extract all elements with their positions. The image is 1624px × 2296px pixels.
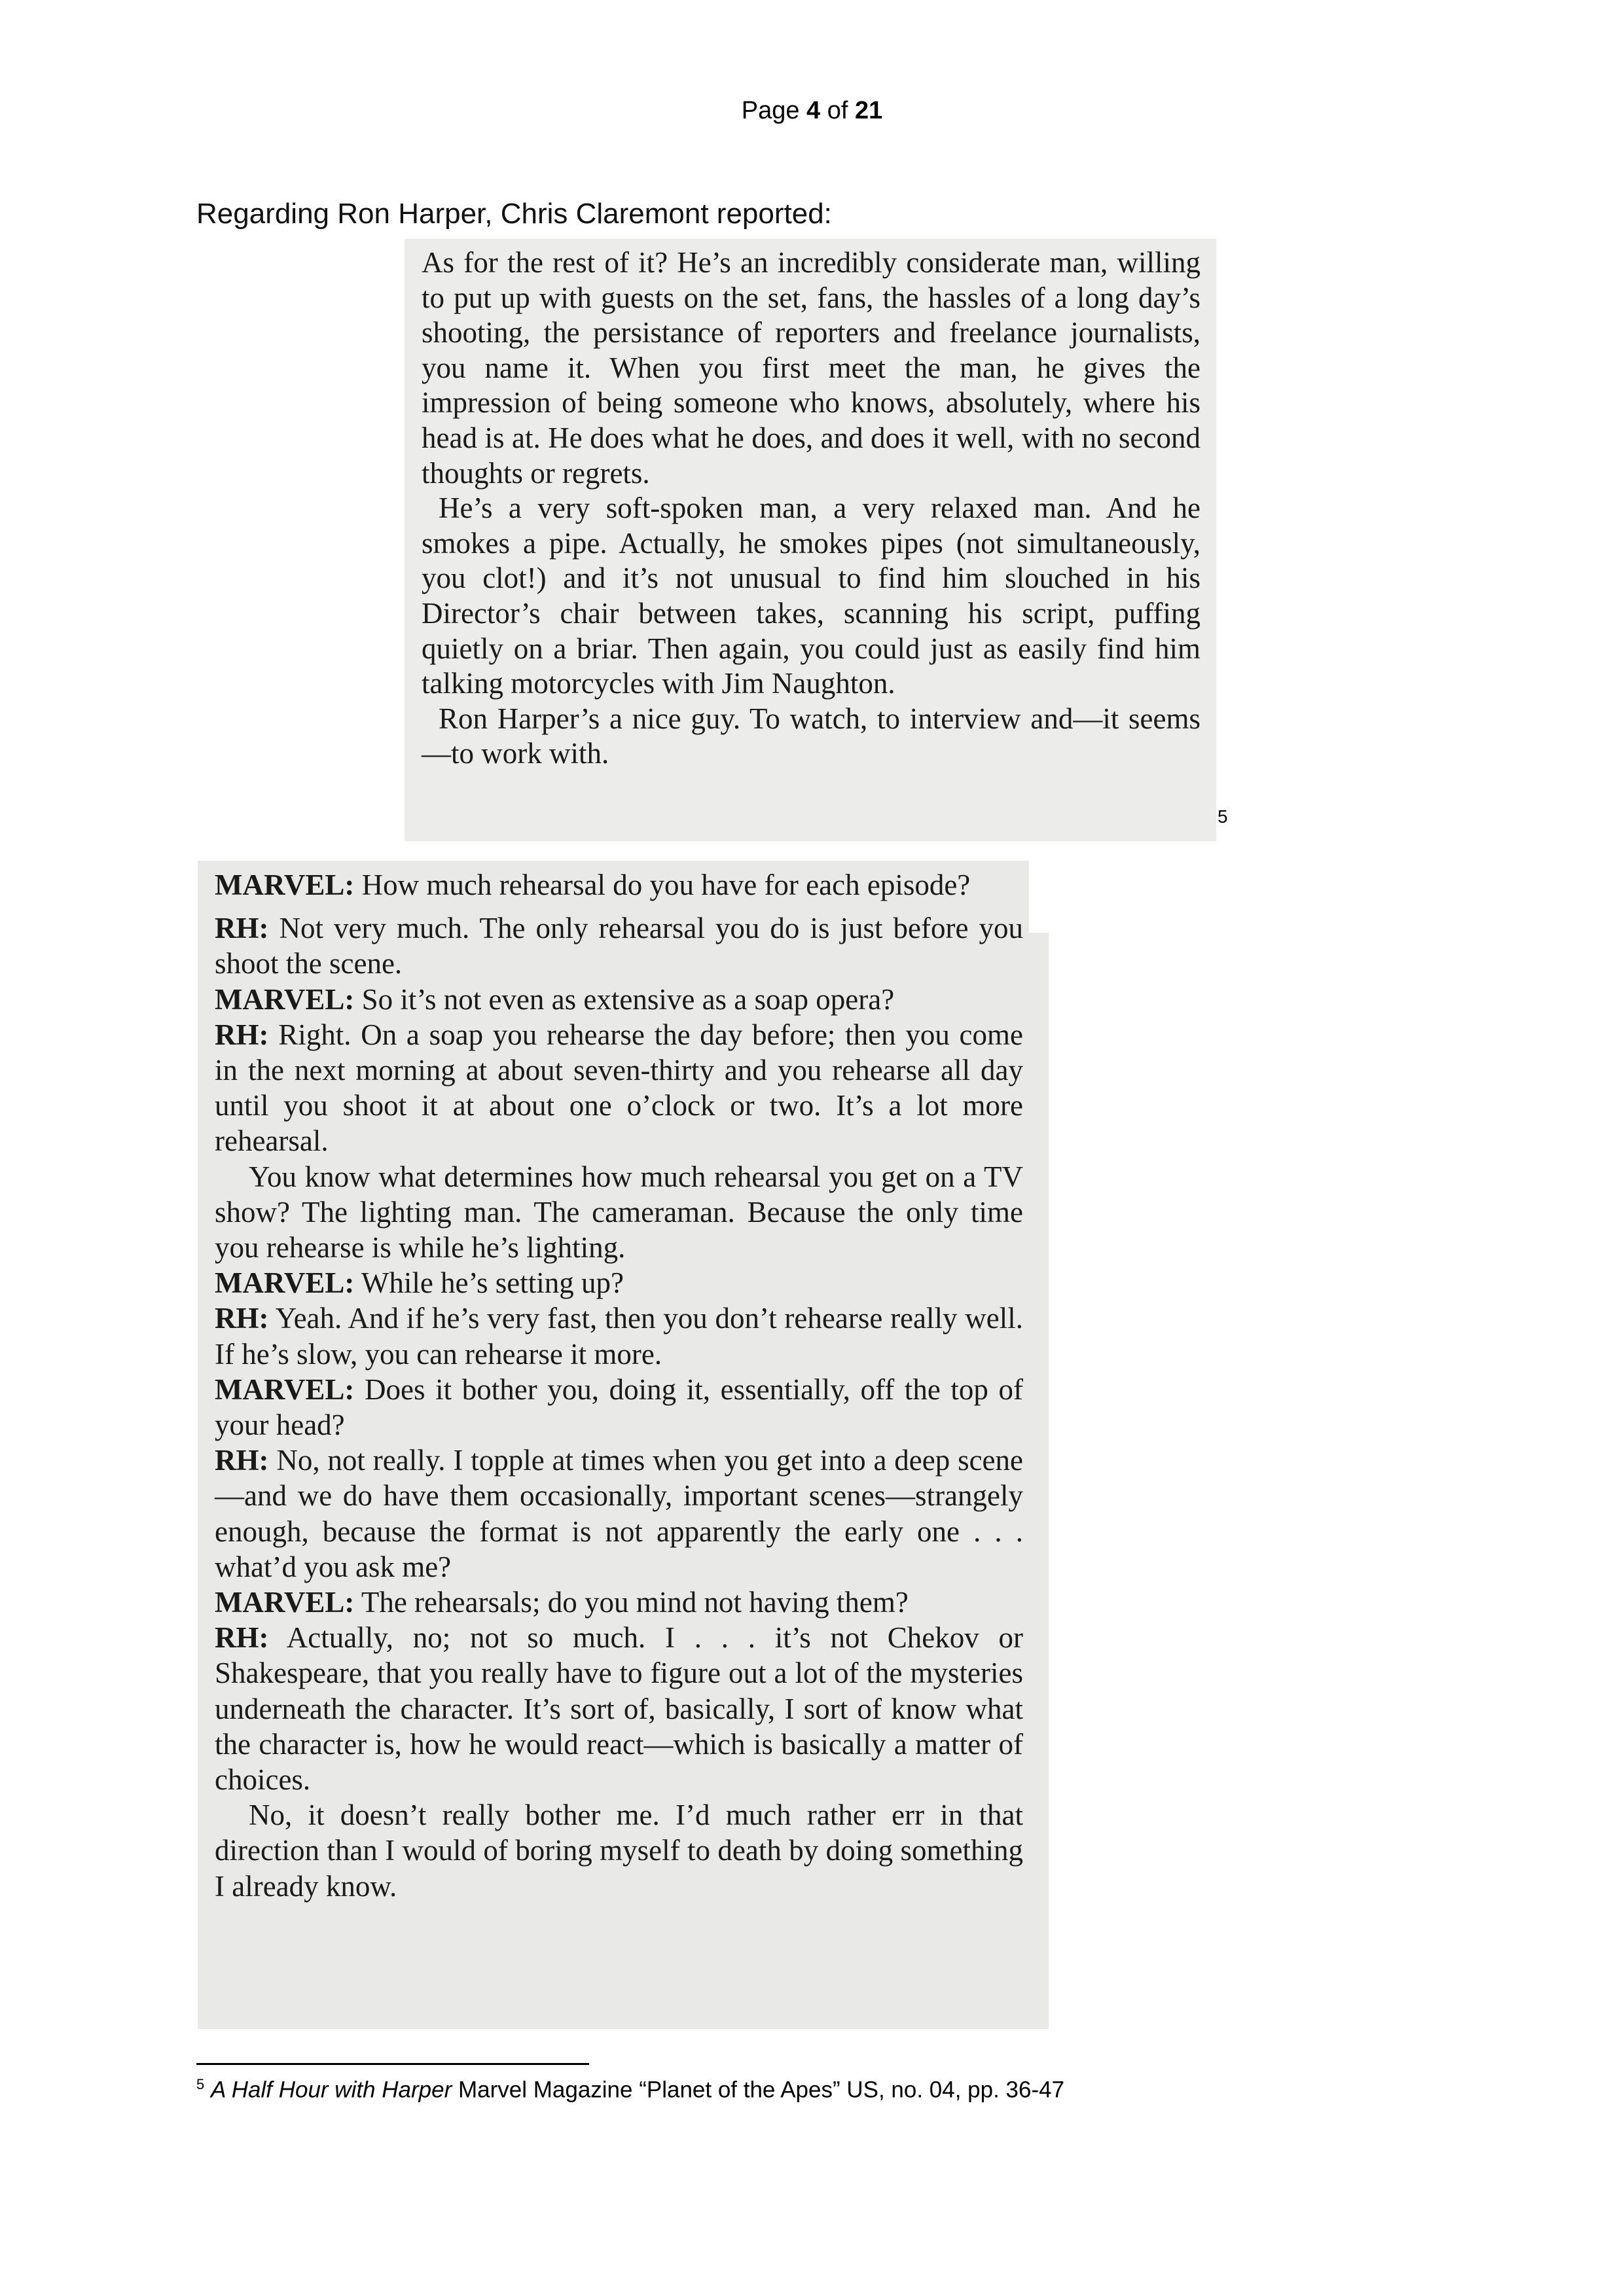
- footnote-marker: 5: [1218, 806, 1228, 827]
- speaker: MARVEL:: [215, 1372, 355, 1406]
- interview-line: [215, 910, 1023, 981]
- line-text: No, it doesn’t really bother me. I’d much rather err in that direction than I would of boring myself to death by doing something I already know.: [215, 1799, 1023, 1903]
- interview-line: [215, 1620, 1023, 1797]
- interview-line: [215, 1585, 1023, 1620]
- interview-line: [215, 1797, 1023, 1904]
- quote-paragraph: As for the rest of it? He’s an incredibly considerate man, willing to put up with guests on the set, fans, the hassles of a long day’s shooting, the persistance of reporters and freelance journalists, you name it. When you first meet the man, he gives the impression of being someone who knows, absolutely, where his head is at. He does what he does, and does it well, with no second thoughts or regrets.: [422, 246, 1200, 490]
- quote-paragraph: He’s a very soft-spoken man, a very relaxed man. And he smokes a pipe. Actually, he smokes pipes (not simultaneously, you clot!) and it’s not unusual to find him slouched in his Director’s chair between takes, scanning his script, puffing quietly on a briar. Then again, you could just as easily find him talking motorcycles with Jim Naughton.: [422, 492, 1200, 700]
- line-text: So it’s not even as extensive as a soap opera?: [354, 982, 895, 1016]
- line-text: How much rehearsal do you have for each episode?: [354, 869, 971, 901]
- speaker: RH:: [215, 912, 269, 945]
- footnote: [196, 2076, 1064, 2104]
- speaker: MARVEL:: [215, 982, 355, 1016]
- speaker: RH:: [215, 1302, 269, 1335]
- page-label: Page: [741, 97, 807, 124]
- quote-paragraph: Ron Harper’s a nice guy. To watch, to interview and—it seems—to work with.: [422, 702, 1200, 770]
- speaker: MARVEL:: [215, 1586, 355, 1619]
- line-text: No, not really. I topple at times when you get into a deep scene—and we do have them occasionally, important scenes—strangely enough, because the format is not apparently the early one . . . what’d you ask me?: [215, 1444, 1023, 1583]
- line-text: Yeah. And if he’s very fast, then you don’t rehearse really well. If he’s slow, you can rehearse it more.: [215, 1302, 1023, 1371]
- interview-line: [215, 1017, 1023, 1159]
- interview-line: [215, 867, 1023, 903]
- current-page: 4: [806, 97, 821, 124]
- page-number-header: [0, 97, 1624, 125]
- footnote-source: Marvel Magazine “Planet of the Apes” US, no. 04, pp. 36-47: [452, 2077, 1065, 2103]
- line-text: You know what determines how much rehearsal you get on a TV show? The lighting man. The cameraman. Because the only time you rehearse is while he’s lighting.: [215, 1160, 1023, 1265]
- interview-line: [215, 1265, 1023, 1300]
- interview-line: [215, 1159, 1023, 1266]
- line-text: The rehearsals; do you mind not having them?: [354, 1586, 909, 1619]
- quote-text: [422, 245, 1200, 772]
- line-text: While he’s setting up?: [354, 1266, 624, 1300]
- interview-line: [215, 982, 1023, 1017]
- speaker: MARVEL:: [215, 1266, 355, 1300]
- interview-clipping: [198, 861, 1049, 2029]
- line-text: Right. On a soap you rehearse the day before; then you come in the next morning at about seven-thirty and you rehearse all day until you shoot it at about one o’clock or two. It’s a lot more rehearsal.: [215, 1018, 1023, 1158]
- interview-text: [215, 867, 1023, 1904]
- footnote-number: 5: [196, 2076, 205, 2092]
- line-text: Actually, no; not so much. I . . . it’s not Chekov or Shakespeare, that you really have to figure out a lot of the mysteries underneath the character. It’s sort of, basically, I sort of know what the character is, how he would react—which is basically a matter of choices.: [215, 1621, 1023, 1797]
- speaker: MARVEL:: [215, 869, 355, 901]
- speaker: RH:: [215, 1444, 269, 1477]
- line-text: Does it bother you, doing it, essentially, off the top of your head?: [215, 1372, 1023, 1442]
- interview-line: [215, 1372, 1023, 1443]
- interview-line: [215, 1443, 1023, 1585]
- footnote-title: A Half Hour with Harper: [210, 2077, 452, 2103]
- page-of: of: [820, 97, 855, 124]
- interview-line: [215, 1300, 1023, 1371]
- total-pages: 21: [854, 97, 883, 124]
- footnote-divider: [196, 2063, 589, 2065]
- intro-text: Regarding Ron Harper, Chris Claremont reported:: [196, 198, 832, 230]
- speaker: RH:: [215, 1621, 269, 1655]
- quote-clipping: [405, 239, 1216, 841]
- line-text: Not very much. The only rehearsal you do is just before you shoot the scene.: [215, 912, 1023, 980]
- speaker: RH:: [215, 1018, 269, 1051]
